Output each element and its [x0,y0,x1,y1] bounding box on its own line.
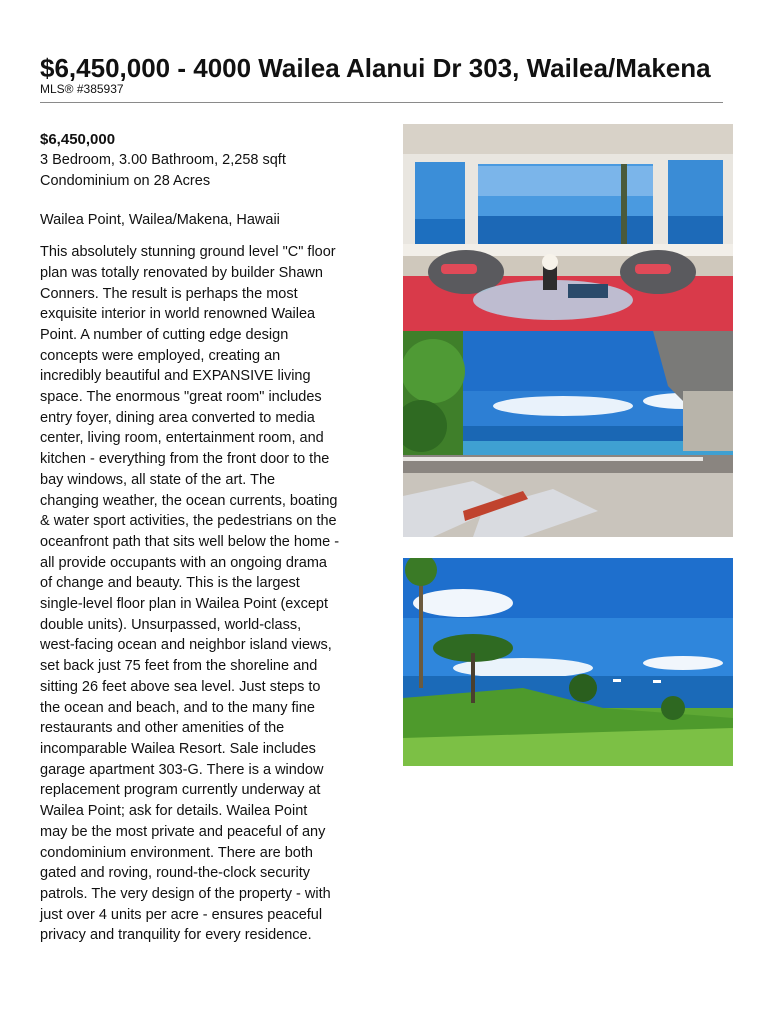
lanai-ocean-view-photo [403,331,733,537]
description-line: center, living room, entertainment room, and [40,430,324,447]
listing-description [40,242,370,946]
description-line: space. The enormous "great room" includes [40,389,322,406]
listing-type: Condominium on 28 Acres [40,172,211,189]
description-line: privacy and tranquility for every residence. [40,927,312,944]
description-line: set back just 75 feet from the shoreline and [40,658,318,675]
interior-living-room-photo [403,124,733,331]
description-line: Wailea Point; ask for details. Wailea Point [40,803,308,820]
description-line: single-level floor plan in Wailea Point (except [40,596,328,613]
description-line: garage apartment 303-G. There is a window [40,761,324,778]
description-line: Conners. The result is perhaps the most [40,285,298,302]
description-line: sitting 26 feet above sea level. Just steps to [40,678,321,695]
listing-details [40,130,370,946]
description-line: Point. A number of cutting edge design [40,326,289,343]
description-line: entry foyer, dining area converted to media [40,409,315,426]
description-line: concepts were employed, creating an [40,347,281,364]
description-line: plan was totally renovated by builder Shawn [40,264,323,281]
listing-title: $6,450,000 - 4000 Wailea Alanui Dr 303, Wailea/Makena [40,53,711,83]
description-line: incomparable Wailea Resort. Sale includes [40,740,316,757]
description-line: just over 4 units per acre - ensures peaceful [40,906,323,923]
listing-specs: 3 Bedroom, 3.00 Bathroom, 2,258 sqft [40,152,286,168]
coastline-palms-photo [403,558,733,766]
description-line: double units). Unsurpassed, world-class, [40,616,302,633]
description-line: may be the most private and peaceful of any [40,823,326,840]
description-line: patrols. The very design of the property - with [40,885,331,902]
description-line: condominium environment. There are both [40,844,313,861]
description-line: & water sport activities, the pedestrians on the [40,513,337,530]
description-line: west-facing ocean and neighbor island views, [40,637,332,654]
description-line: changing weather, the ocean currents, boating [40,492,338,509]
description-line: all provide occupants with an ongoing drama [40,554,327,571]
description-line: kitchen - everything from the front door to the [40,451,330,468]
header-divider [40,102,723,103]
mls-number: MLS® #385937 [40,82,124,96]
description-line: bay windows, all state of the art. The [40,471,276,488]
description-line: This absolutely stunning ground level "C" floor [40,244,336,261]
description-line: restaurants and other amenities of the [40,720,285,737]
description-line: incredibly beautiful and EXPANSIVE living [40,368,311,385]
description-line: of change and beauty. This is the largest [40,575,300,592]
listing-location: Wailea Point, Wailea/Makena, Hawaii [40,212,280,229]
listing-price: $6,450,000 [40,131,116,148]
description-line: exquisite interior in world renowned Wailea [40,306,316,323]
description-line: oceanfront path that sits well below the home - [40,533,340,550]
description-line: the ocean and beach, and to the many fine [40,699,315,716]
description-line: replacement program currently underway at [40,782,321,799]
description-line: gated and roving, round-the-clock security [40,865,311,882]
